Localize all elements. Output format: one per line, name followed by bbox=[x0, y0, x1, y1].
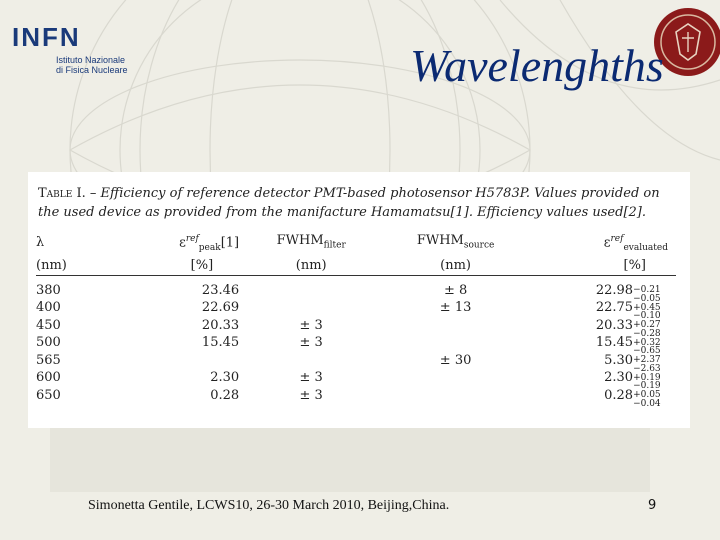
cell-eps-peak: 15.45 bbox=[201, 335, 240, 351]
cell-fwhm-source: ± 30 bbox=[439, 352, 472, 368]
table-row bbox=[36, 282, 676, 300]
cell-uncertainty bbox=[633, 282, 676, 304]
cell-uncertainty bbox=[633, 369, 676, 392]
header-fwhm-filter-unit: (nm) bbox=[295, 257, 327, 273]
table-row bbox=[36, 369, 676, 387]
cell-eps-peak: 20.33 bbox=[201, 317, 240, 333]
infn-logo bbox=[12, 22, 130, 84]
cell-lambda: 600 bbox=[36, 370, 61, 386]
efficiency-table-panel bbox=[28, 172, 690, 428]
cell-eps-evaluated: 22.98 bbox=[595, 282, 634, 298]
header-eps-evaluated: $\varepsilon^{ref}_{evaluated}$ bbox=[603, 234, 668, 253]
table-row bbox=[36, 387, 676, 405]
uncertainty-lower: −0.04 bbox=[633, 398, 661, 409]
slide-content-backdrop bbox=[50, 428, 650, 492]
uncertainty-lower: −0.19 bbox=[633, 381, 661, 392]
cell-eps-peak: 2.30 bbox=[210, 370, 240, 386]
slide-title: Wavelenghths bbox=[410, 40, 664, 91]
cell-eps-peak: 0.28 bbox=[210, 387, 240, 403]
infn-subtitle-line2: di Fisica Nucleare bbox=[56, 65, 128, 75]
cell-eps-peak: 23.46 bbox=[201, 282, 240, 298]
table-row bbox=[36, 299, 676, 317]
table-row bbox=[36, 352, 676, 370]
cell-lambda: 400 bbox=[36, 300, 61, 316]
cell-fwhm-source bbox=[383, 369, 528, 387]
cell-uncertainty bbox=[633, 387, 676, 409]
cell-fwhm-source bbox=[383, 387, 528, 405]
uncertainty-lower: −0.05 bbox=[633, 293, 661, 304]
uncertainty-lower: −0.10 bbox=[633, 311, 661, 322]
table-caption-body: – Efficiency of reference detector PMT-based photosensor H5783P. Values provided on the used device as provided from the manifacture Hamamatsu[1]. Efficiency values used[2]. bbox=[38, 186, 660, 220]
cell-fwhm-filter: ± 3 bbox=[299, 370, 323, 386]
cell-lambda: 650 bbox=[36, 387, 61, 403]
header-fwhm-filter: $FWHM_{filter}$ bbox=[276, 233, 346, 251]
cell-eps-evaluated: 20.33 bbox=[595, 317, 634, 333]
cell-eps-peak bbox=[99, 352, 239, 370]
cell-fwhm-source: ± 8 bbox=[443, 282, 468, 298]
cell-lambda: 500 bbox=[36, 335, 61, 351]
cell-eps-evaluated: 5.30 bbox=[604, 352, 634, 368]
cell-fwhm-filter bbox=[239, 352, 383, 370]
table-row bbox=[36, 317, 676, 335]
page-number: 9 bbox=[648, 498, 657, 513]
cell-uncertainty bbox=[633, 334, 676, 357]
cell-fwhm-source bbox=[383, 317, 528, 335]
cell-fwhm-filter: ± 3 bbox=[299, 317, 323, 333]
cell-lambda: 380 bbox=[36, 282, 61, 298]
header-fwhm-source-unit: (nm) bbox=[440, 257, 471, 273]
uncertainty-lower: −2.63 bbox=[633, 363, 661, 374]
cell-fwhm-filter: ± 3 bbox=[299, 335, 323, 351]
cell-eps-evaluated: 22.75 bbox=[595, 300, 634, 316]
header-eps-evaluated-unit: [%] bbox=[623, 257, 646, 273]
header-eps-peak: $\varepsilon^{ref}_{peak}[1]$ bbox=[179, 234, 240, 253]
uncertainty-upper: +0.32 bbox=[633, 337, 661, 348]
infn-logo-text: INFN bbox=[12, 22, 81, 52]
table-row bbox=[36, 334, 676, 352]
cell-uncertainty bbox=[633, 352, 676, 374]
table-caption-head: Table I. bbox=[38, 186, 86, 201]
efficiency-table bbox=[36, 230, 676, 409]
header-eps-peak-unit: [%] bbox=[190, 257, 214, 273]
footer-author: Simonetta Gentile, LCWS10, 26-30 March 2010, Beijing,China. bbox=[88, 498, 450, 513]
cell-eps-evaluated: 0.28 bbox=[604, 387, 634, 403]
uncertainty-upper: +0.45 bbox=[633, 302, 661, 313]
cell-fwhm-source bbox=[383, 334, 528, 352]
cell-eps-evaluated: 15.45 bbox=[595, 335, 634, 351]
cell-lambda: 450 bbox=[36, 317, 61, 333]
cell-lambda: 565 bbox=[36, 352, 61, 368]
uncertainty-upper: +2.37 bbox=[633, 355, 661, 366]
cell-fwhm-filter bbox=[239, 282, 383, 300]
cell-fwhm-filter: ± 3 bbox=[299, 387, 323, 403]
cell-eps-evaluated: 2.30 bbox=[604, 370, 634, 386]
cell-fwhm-source: ± 13 bbox=[439, 300, 472, 316]
uncertainty-upper: −0.21 bbox=[633, 285, 661, 296]
table-body bbox=[36, 282, 676, 409]
uncertainty-lower: −0.65 bbox=[633, 346, 661, 357]
cell-eps-peak: 22.69 bbox=[201, 300, 240, 316]
cell-uncertainty bbox=[633, 317, 676, 339]
header-fwhm-source: $FWHM_{source}$ bbox=[416, 233, 495, 251]
uncertainty-lower: −0.28 bbox=[633, 328, 661, 339]
uncertainty-upper: +0.05 bbox=[633, 390, 661, 401]
cell-uncertainty bbox=[633, 299, 676, 322]
infn-subtitle-line1: Istituto Nazionale bbox=[56, 55, 126, 65]
table-caption bbox=[38, 184, 678, 222]
cell-fwhm-filter bbox=[239, 299, 383, 317]
header-lambda-unit: (nm) bbox=[36, 257, 67, 273]
uncertainty-upper: +0.27 bbox=[633, 320, 661, 331]
header-lambda: λ bbox=[36, 235, 45, 251]
uncertainty-upper: +0.19 bbox=[633, 372, 661, 383]
